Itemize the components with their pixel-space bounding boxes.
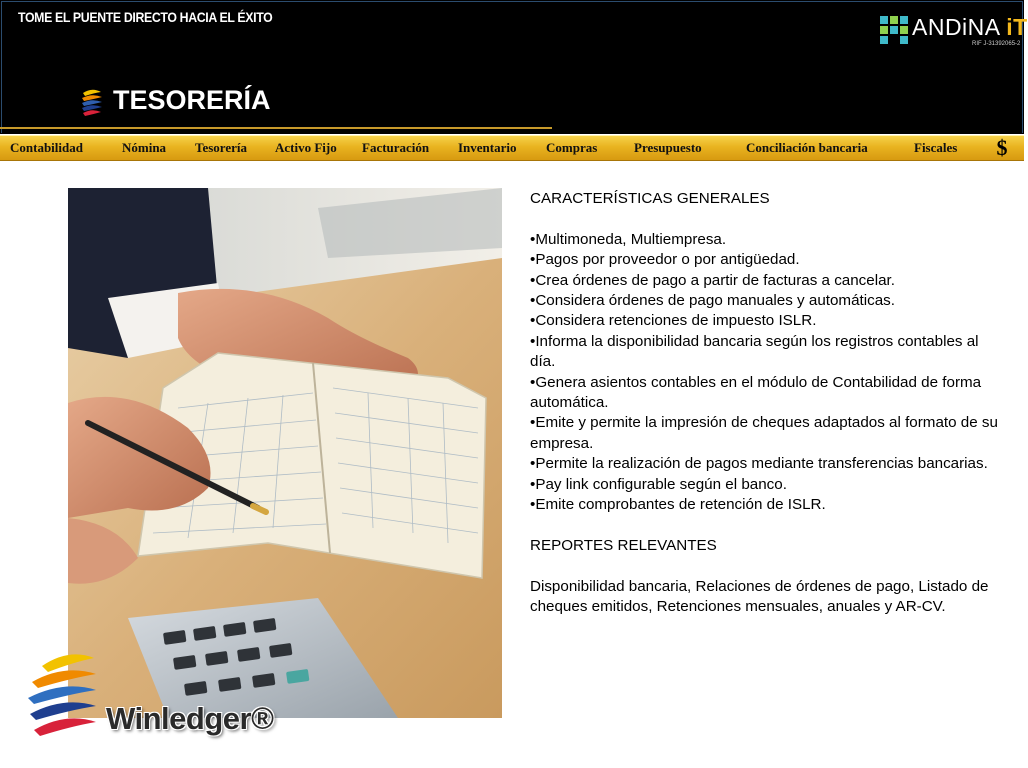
feature-item: •Permite la realización de pagos mediante transferencias bancarias.	[530, 455, 988, 473]
reports-list: Disponibilidad bancaria, Relaciones de órdenes de pago, Listado de cheques emitidos, Retenciones mensuales, anuales y AR-CV.	[530, 577, 989, 616]
feature-item: •Pagos por proveedor o por antigüedad.	[530, 251, 800, 269]
nav-inventario[interactable]: Inventario	[458, 140, 517, 155]
andina-it-logo	[880, 14, 1028, 50]
feature-item: •Emite comprobantes de retención de ISLR.	[530, 496, 826, 514]
winledger-rings-icon	[24, 648, 104, 748]
feature-item: •Pay link configurable según el banco.	[530, 475, 787, 493]
winledger-logo	[24, 648, 294, 748]
module-description	[530, 189, 1000, 617]
header-banner	[0, 0, 1028, 134]
nav-compras[interactable]: Compras	[546, 140, 598, 155]
pixel-grid-icon	[880, 16, 908, 44]
nav-contabilidad[interactable]: Contabilidad	[10, 140, 83, 155]
feature-item: •Multimoneda, Multiempresa.	[530, 230, 727, 248]
nav-presupuesto[interactable]: Presupuesto	[634, 140, 702, 155]
feature-item: •Emite y permite la impresión de cheques adaptados al formato de su empresa.	[530, 414, 998, 452]
dollar-icon[interactable]: $	[996, 135, 1008, 160]
treasury-photo	[68, 188, 502, 718]
brand-rif: RIF J-31392065-2	[972, 41, 1021, 47]
reports-heading: REPORTES RELEVANTES	[530, 536, 717, 554]
feature-item: •Considera retenciones de impuesto ISLR.	[530, 312, 817, 330]
nav-activo-fijo[interactable]: Activo Fijo	[275, 140, 337, 155]
tagline: TOME EL PUENTE DIRECTO HACIA EL ÉXITO	[18, 9, 273, 25]
feature-item: •Informa la disponibilidad bancaria según los registros contables al día.	[530, 332, 979, 371]
brand-name: ANDiNA iT	[912, 14, 1028, 40]
winledger-wordmark: Winledger®	[106, 701, 274, 736]
nav-facturacion[interactable]: Facturación	[362, 140, 430, 155]
feature-item: •Crea órdenes de pago a partir de facturas a cancelar.	[530, 271, 895, 289]
title-divider	[0, 127, 552, 129]
nav-tesoreria[interactable]: Tesorería	[195, 140, 247, 155]
module-nav-bar	[0, 135, 1024, 161]
feature-item: •Genera asientos contables en el módulo de Contabilidad de forma automática.	[530, 373, 982, 412]
page-title: TESORERÍA	[113, 85, 271, 115]
winledger-stack-icon	[80, 87, 104, 117]
nav-fiscales[interactable]: Fiscales	[914, 140, 958, 155]
nav-conciliacion-bancaria[interactable]: Conciliación bancaria	[746, 140, 868, 155]
nav-nomina[interactable]: Nómina	[122, 140, 167, 155]
feature-item: •Considera órdenes de pago manuales y automáticas.	[530, 292, 895, 310]
features-heading: CARACTERÍSTICAS GENERALES	[530, 190, 770, 207]
